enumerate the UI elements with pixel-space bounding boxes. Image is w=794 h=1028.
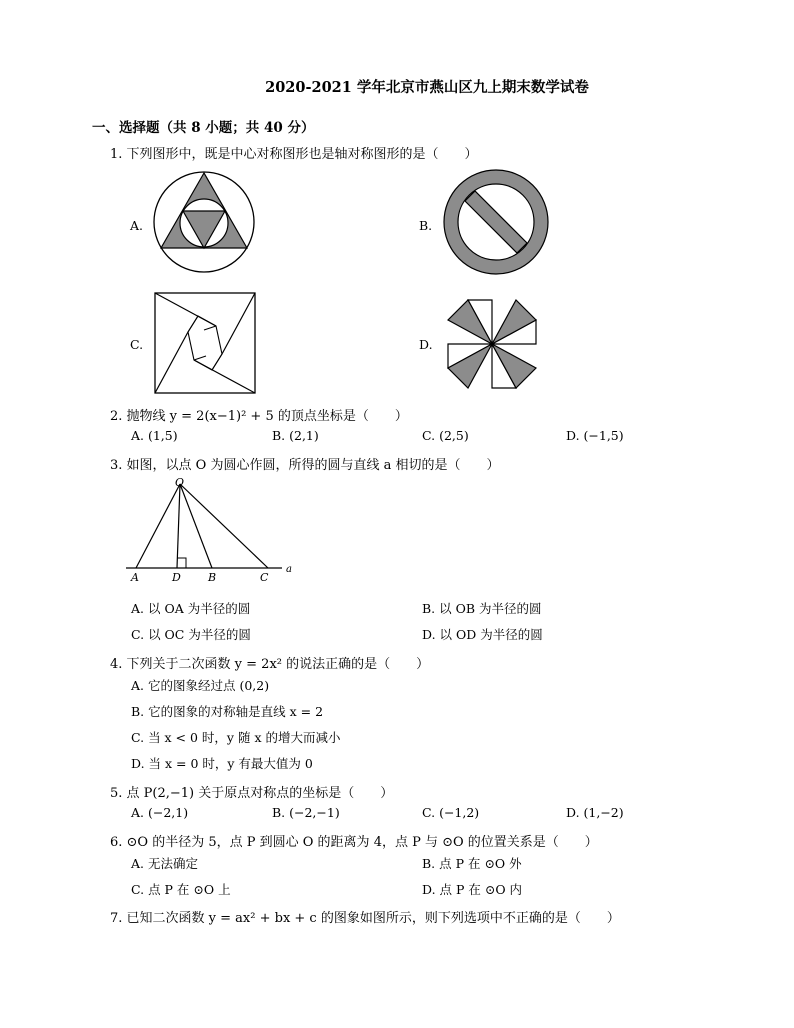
question-6-stem: 6. ⊙O 的半径为 5，点 P 到圆心 O 的距离为 4，点 P 与 ⊙O 的位置关系是（ ） <box>110 835 598 850</box>
q3-option-d: D. 以 OD 为半径的圆 <box>422 627 543 642</box>
q5-option-b: B. (−2,−1) <box>272 805 340 820</box>
question-2-stem: 2. 抛物线 y = 2(x−1)² + 5 的顶点坐标是（ ） <box>110 409 408 424</box>
q2-option-c: C. (2,5) <box>422 428 469 443</box>
figure-d-pinwheel <box>444 296 540 392</box>
q5-option-a: A. (−2,1) <box>131 805 189 820</box>
figure-b-prohibition-sign <box>440 166 552 278</box>
q6-option-d: D. 点 P 在 ⊙O 内 <box>422 882 523 897</box>
q5-option-c: C. (−1,2) <box>422 805 480 820</box>
label-line-a: a <box>286 564 292 575</box>
page-title: 2020-2021 学年北京市燕山区九上期末数学试卷 <box>265 79 589 96</box>
q2-option-a: A. (1,5) <box>131 428 178 443</box>
q2-option-d: D. (−1,5) <box>566 428 624 443</box>
label-a: A <box>131 571 139 584</box>
q2-option-b: B. (2,1) <box>272 428 319 443</box>
q1-label-d: D. <box>419 337 433 352</box>
q4-option-b: B. 它的图象的对称轴是直线 x = 2 <box>131 704 324 719</box>
q1-label-c: C. <box>130 337 144 352</box>
q3-option-c: C. 以 OC 为半径的圆 <box>131 627 251 642</box>
question-5-stem: 5. 点 P(2,−1) 关于原点对称点的坐标是（ ） <box>110 786 394 801</box>
q3-option-a: A. 以 OA 为半径的圆 <box>131 601 251 616</box>
label-o: O <box>175 476 185 489</box>
q1-label-b: B. <box>419 218 433 233</box>
figure-a-circle-triangles <box>152 166 256 278</box>
q6-option-a: A. 无法确定 <box>131 856 198 871</box>
q6-option-c: C. 点 P 在 ⊙O 上 <box>131 882 231 897</box>
q4-option-c: C. 当 x < 0 时，y 随 x 的增大而减小 <box>131 730 341 745</box>
label-d: D <box>172 571 181 584</box>
figure-c-square-pinwheel <box>154 292 256 394</box>
question-4-stem: 4. 下列关于二次函数 y = 2x² 的说法正确的是（ ） <box>110 657 430 672</box>
q1-label-a: A. <box>130 218 144 233</box>
question-3-stem: 3. 如图，以点 O 为圆心作圆，所得的圆与直线 a 相切的是（ ） <box>110 458 500 473</box>
label-b: B <box>208 571 217 584</box>
question-7-stem: 7. 已知二次函数 y = ax² + bx + c 的图象如图所示，则下列选项中不正确的是（ ） <box>110 911 620 926</box>
section-heading: 一、选择题（共 8 小题；共 40 分） <box>92 120 315 136</box>
q4-option-d: D. 当 x = 0 时，y 有最大值为 0 <box>131 756 313 771</box>
q5-option-d: D. (1,−2) <box>566 805 624 820</box>
q3-option-b: B. 以 OB 为半径的圆 <box>422 601 542 616</box>
q6-option-b: B. 点 P 在 ⊙O 外 <box>422 856 522 871</box>
figure-q3-triangle-tangent <box>120 476 300 588</box>
label-c: C <box>260 571 269 584</box>
question-1-stem: 1. 下列图形中，既是中心对称图形也是轴对称图形的是（ ） <box>110 147 478 162</box>
q4-option-a: A. 它的图象经过点 (0,2) <box>131 678 270 693</box>
